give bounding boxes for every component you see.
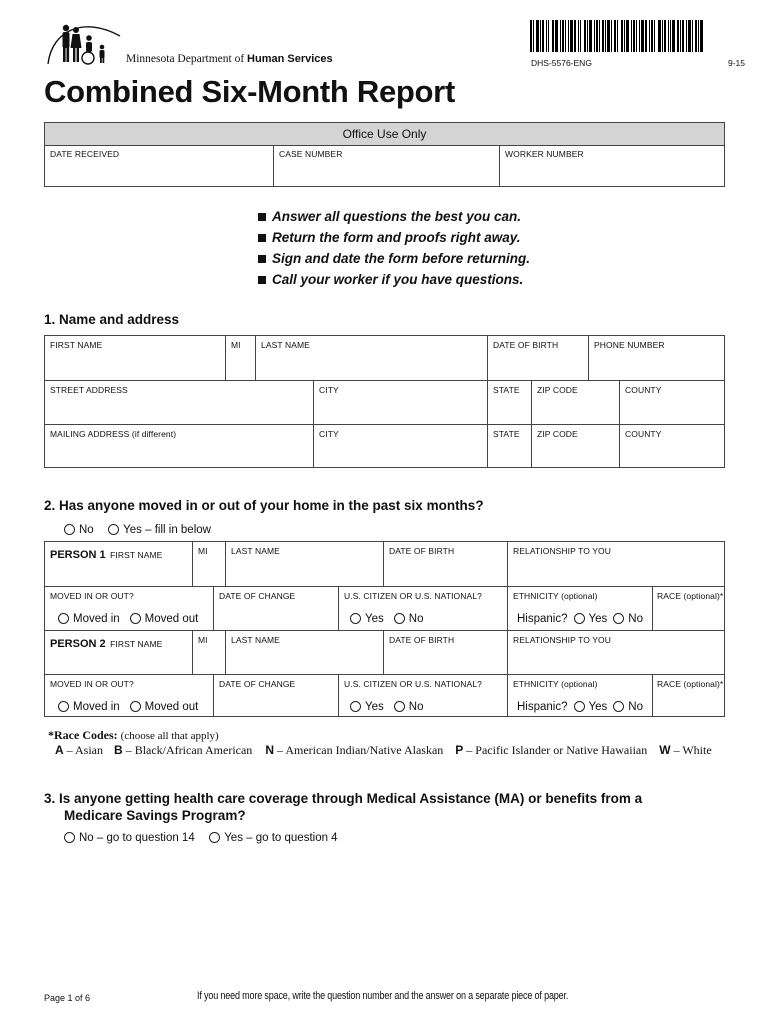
radio-icon[interactable] bbox=[350, 701, 361, 712]
phone-number-field[interactable]: PHONE NUMBER bbox=[588, 336, 724, 380]
person1-first-name-field[interactable]: PERSON 1 FIRST NAME bbox=[50, 549, 163, 561]
q2-yes-option[interactable]: Yes – fill in below bbox=[108, 524, 211, 536]
person1-moved-field[interactable]: MOVED IN OR OUT? Moved in Moved out bbox=[45, 586, 213, 630]
q2-heading: 2. Has anyone moved in or out of your home in the past six months? bbox=[44, 498, 484, 513]
q1-heading: 1. Name and address bbox=[44, 312, 180, 327]
office-use-heading: Office Use Only bbox=[45, 123, 724, 146]
q3-options bbox=[64, 828, 348, 846]
radio-icon[interactable] bbox=[64, 524, 75, 535]
race-code-item: P – Pacific Islander or Native Hawaiian bbox=[455, 743, 648, 757]
mailing-zip-field[interactable]: ZIP CODE bbox=[531, 424, 619, 467]
name-address-table bbox=[44, 335, 725, 468]
citizen-no-option[interactable]: No bbox=[394, 613, 424, 625]
hispanic-yes-option[interactable]: Yes bbox=[574, 613, 608, 625]
person2-dob-field[interactable]: DATE OF BIRTH bbox=[383, 630, 507, 674]
person1-label: PERSON 1 bbox=[50, 549, 106, 561]
office-use-box bbox=[44, 122, 725, 187]
race-code-item: N – American Indian/Native Alaskan bbox=[265, 743, 444, 757]
person2-label: PERSON 2 bbox=[50, 638, 106, 650]
mailing-state-field[interactable]: STATE bbox=[487, 424, 531, 467]
date-of-birth-field[interactable]: DATE OF BIRTH bbox=[487, 336, 588, 380]
street-address-field[interactable]: STREET ADDRESS bbox=[45, 380, 313, 424]
radio-icon[interactable] bbox=[209, 832, 220, 843]
person2-ethnicity-field[interactable]: ETHNICITY (optional) Hispanic? Yes No bbox=[507, 674, 652, 716]
radio-icon[interactable] bbox=[394, 701, 405, 712]
person1-dob-field[interactable]: DATE OF BIRTH bbox=[383, 542, 507, 586]
instruction-item: Call your worker if you have questions. bbox=[258, 269, 530, 290]
moved-in-option[interactable]: Moved in bbox=[58, 701, 120, 713]
person2-moved-field[interactable]: MOVED IN OR OUT? Moved in Moved out bbox=[45, 674, 213, 716]
race-code-item: W – White bbox=[659, 743, 712, 757]
instruction-item: Sign and date the form before returning. bbox=[258, 248, 530, 269]
mailing-county-field[interactable]: COUNTY bbox=[619, 424, 724, 467]
case-number-field[interactable]: CASE NUMBER bbox=[273, 145, 499, 187]
q2-options bbox=[64, 520, 221, 538]
last-name-field[interactable]: LAST NAME bbox=[255, 336, 487, 380]
person2-citizen-field[interactable]: U.S. CITIZEN OR U.S. NATIONAL? Yes No bbox=[338, 674, 507, 716]
county-field[interactable]: COUNTY bbox=[619, 380, 724, 424]
person2-first-name-field[interactable]: PERSON 2 FIRST NAME bbox=[45, 630, 192, 674]
city-field[interactable]: CITY bbox=[313, 380, 487, 424]
footer-note: If you need more space, write the question number and the answer on a separate piece of paper. bbox=[197, 990, 569, 1002]
moved-out-option[interactable]: Moved out bbox=[130, 613, 199, 625]
race-codes-heading: *Race Codes: (choose all that apply) bbox=[48, 728, 219, 742]
person1-mi-field[interactable]: MI bbox=[192, 542, 225, 586]
moved-out-option[interactable]: Moved out bbox=[130, 701, 199, 713]
mailing-city-field[interactable]: CITY bbox=[313, 424, 487, 467]
citizen-no-option[interactable]: No bbox=[394, 701, 424, 713]
radio-icon[interactable] bbox=[613, 613, 624, 624]
dhs-logo bbox=[44, 20, 124, 66]
state-field[interactable]: STATE bbox=[487, 380, 531, 424]
race-codes-list bbox=[55, 743, 712, 758]
person1-date-of-change-field[interactable]: DATE OF CHANGE bbox=[213, 586, 338, 630]
person1-citizen-field[interactable]: U.S. CITIZEN OR U.S. NATIONAL? Yes No bbox=[338, 586, 507, 630]
hispanic-no-option[interactable]: No bbox=[613, 613, 643, 625]
barcode bbox=[530, 20, 746, 52]
page-number: Page 1 of 6 bbox=[44, 993, 91, 1003]
form-id: DHS-5576-ENG bbox=[531, 58, 592, 68]
person2-race-field[interactable]: RACE (optional)* bbox=[652, 674, 724, 716]
q3-heading: 3. Is anyone getting health care coverage through Medical Assistance (MA) or benefits from a Medicare Savings Program? bbox=[44, 791, 643, 823]
radio-icon[interactable] bbox=[130, 613, 141, 624]
q3-no-option[interactable]: No – go to question 14 bbox=[64, 832, 195, 844]
instructions-list bbox=[258, 206, 530, 290]
radio-icon[interactable] bbox=[130, 701, 141, 712]
department-name: Minnesota Department of Human Services bbox=[126, 53, 333, 65]
radio-icon[interactable] bbox=[574, 701, 585, 712]
person1-last-name-field[interactable]: LAST NAME bbox=[225, 542, 383, 586]
instruction-item: Answer all questions the best you can. bbox=[258, 206, 530, 227]
hispanic-no-option[interactable]: No bbox=[613, 701, 643, 713]
date-received-field[interactable]: DATE RECEIVED bbox=[50, 149, 120, 159]
race-code-item: A – Asian bbox=[55, 743, 104, 757]
radio-icon[interactable] bbox=[574, 613, 585, 624]
radio-icon[interactable] bbox=[64, 832, 75, 843]
radio-icon[interactable] bbox=[613, 701, 624, 712]
race-code-item: B – Black/African American bbox=[114, 743, 253, 757]
zip-code-field[interactable]: ZIP CODE bbox=[531, 380, 619, 424]
radio-icon[interactable] bbox=[394, 613, 405, 624]
radio-icon[interactable] bbox=[58, 613, 69, 624]
person2-date-of-change-field[interactable]: DATE OF CHANGE bbox=[213, 674, 338, 716]
citizen-yes-option[interactable]: Yes bbox=[350, 613, 384, 625]
radio-icon[interactable] bbox=[108, 524, 119, 535]
hispanic-yes-option[interactable]: Yes bbox=[574, 701, 608, 713]
person1-relationship-field[interactable]: RELATIONSHIP TO YOU bbox=[507, 542, 724, 586]
person2-last-name-field[interactable]: LAST NAME bbox=[225, 630, 383, 674]
person1-race-field[interactable]: RACE (optional)* bbox=[652, 586, 724, 630]
persons-table bbox=[44, 541, 725, 717]
person1-ethnicity-field[interactable]: ETHNICITY (optional) Hispanic? Yes No bbox=[507, 586, 652, 630]
q2-no-option[interactable]: No bbox=[64, 524, 94, 536]
q3-yes-option[interactable]: Yes – go to question 4 bbox=[209, 832, 337, 844]
citizen-yes-option[interactable]: Yes bbox=[350, 701, 384, 713]
person2-mi-field[interactable]: MI bbox=[192, 630, 225, 674]
radio-icon[interactable] bbox=[350, 613, 361, 624]
worker-number-field[interactable]: WORKER NUMBER bbox=[499, 145, 724, 187]
person2-relationship-field[interactable]: RELATIONSHIP TO YOU bbox=[507, 630, 724, 674]
mailing-address-field[interactable]: MAILING ADDRESS (if different) bbox=[45, 424, 313, 467]
first-name-field[interactable]: FIRST NAME bbox=[50, 340, 103, 350]
moved-in-option[interactable]: Moved in bbox=[58, 613, 120, 625]
instruction-item: Return the form and proofs right away. bbox=[258, 227, 530, 248]
radio-icon[interactable] bbox=[58, 701, 69, 712]
form-revision: 9-15 bbox=[728, 58, 746, 68]
mi-field[interactable]: MI bbox=[225, 336, 255, 380]
page-title: Combined Six-Month Report bbox=[44, 74, 455, 109]
